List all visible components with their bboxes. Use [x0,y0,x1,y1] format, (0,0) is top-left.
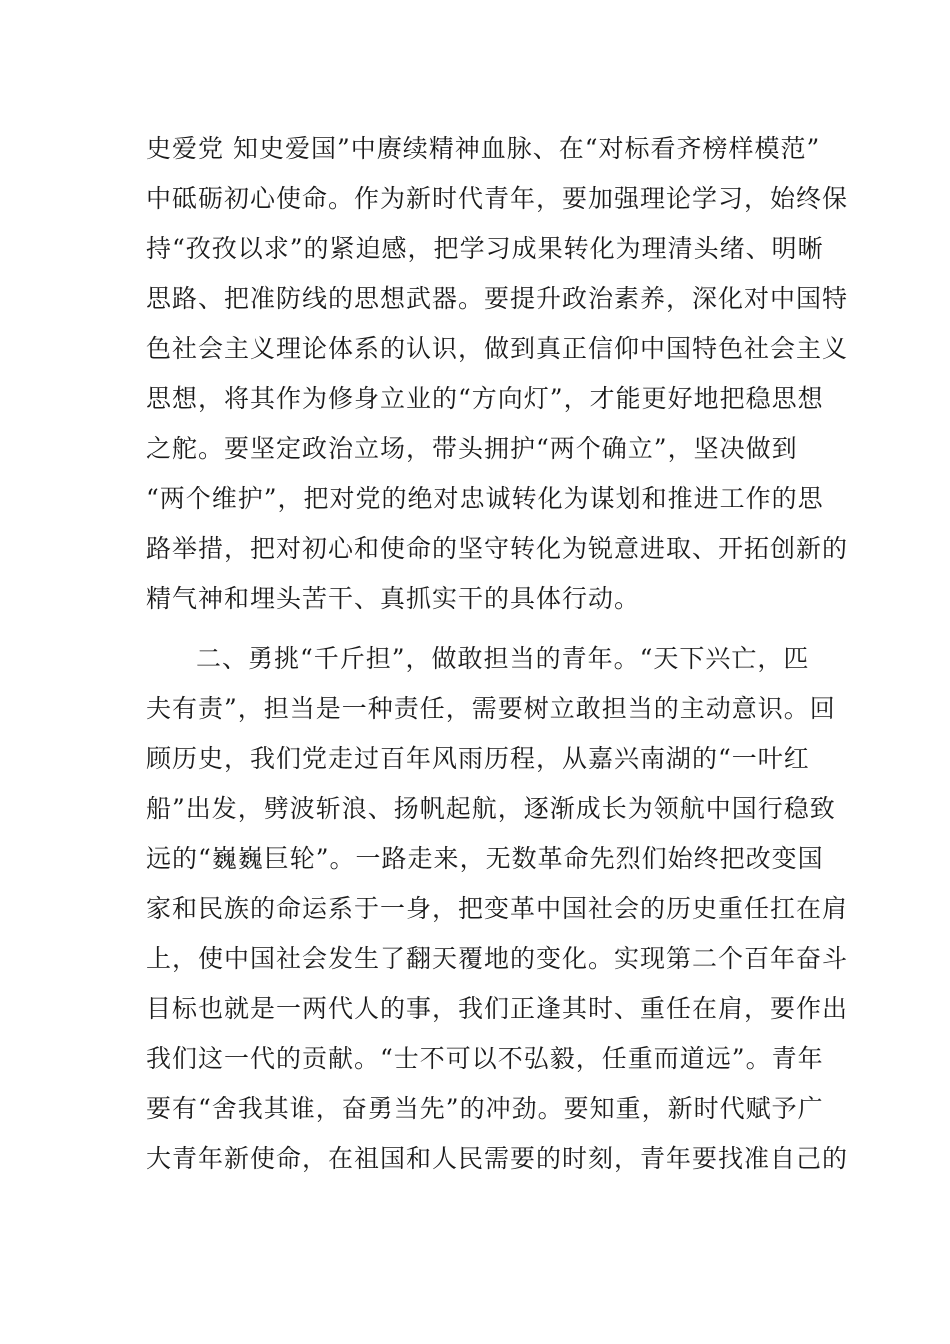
paragraph1-line-5: 色社会主义理论体系的认识，做到真正信仰中国特色社会主义 [146,334,849,363]
paragraph1-line-6: 思想，将其作为修身立业的“方向灯”，才能更好地把稳思想 [146,384,824,413]
paragraph1-line-9: 路举措，把对初心和使命的坚守转化为锐意进取、开拓创新的 [146,534,849,563]
paragraph1-line-7: 之舵。要坚定政治立场，带头拥护“两个确立”，坚决做到 [146,434,798,463]
paragraph2-line-6: 家和民族的命运系于一身，把变革中国社会的历史重任扛在肩 [146,894,849,923]
paragraph1-line-4: 思路、把准防线的思想武器。要提升政治素养，深化对中国特 [146,284,849,313]
paragraph1-line-8: “两个维护”，把对党的绝对忠诚转化为谋划和推进工作的思 [146,484,824,513]
paragraph2-line-1: 二、勇挑“千斤担”，做敢担当的青年。“天下兴亡，匹 [196,644,810,673]
paragraph2-line-2: 夫有责”，担当是一种责任，需要树立敢担当的主动意识。回 [146,694,836,723]
paragraph2-line-9: 我们这一代的贡献。“士不可以不弘毅，任重而道远”。青年 [146,1044,824,1073]
paragraph2-line-8: 目标也就是一两代人的事，我们正逢其时、重任在肩，要作出 [146,994,849,1023]
paragraph2-line-4: 船”出发，劈波斩浪、扬帆起航，逐渐成长为领航中国行稳致 [146,794,836,823]
paragraph1-line-1: 史爱党 知史爱国”中赓续精神血脉、在“对标看齐榜样模范” [146,134,821,163]
paragraph2-line-11: 大青年新使命，在祖国和人民需要的时刻，青年要找准自己的 [146,1144,849,1173]
paragraph1-line-10: 精气神和埋头苦干、真抓实干的具体行动。 [146,584,641,613]
paragraph1-line-2: 中砥砺初心使命。作为新时代青年，要加强理论学习，始终保 [146,184,849,213]
paragraph2-line-5: 远的“巍巍巨轮”。一路走来，无数革命先烈们始终把改变国 [146,844,824,873]
paragraph2-line-7: 上，使中国社会发生了翻天覆地的变化。实现第二个百年奋斗 [146,944,849,973]
paragraph1-line-3: 持“孜孜以求”的紧迫感，把学习成果转化为理清头绪、明晰 [146,234,824,263]
paragraph2-line-3: 顾历史，我们党走过百年风雨历程，从嘉兴南湖的“一叶红 [146,744,810,773]
paragraph2-line-10: 要有“舍我其谁，奋勇当先”的冲劲。要知重，新时代赋予广 [146,1094,824,1123]
